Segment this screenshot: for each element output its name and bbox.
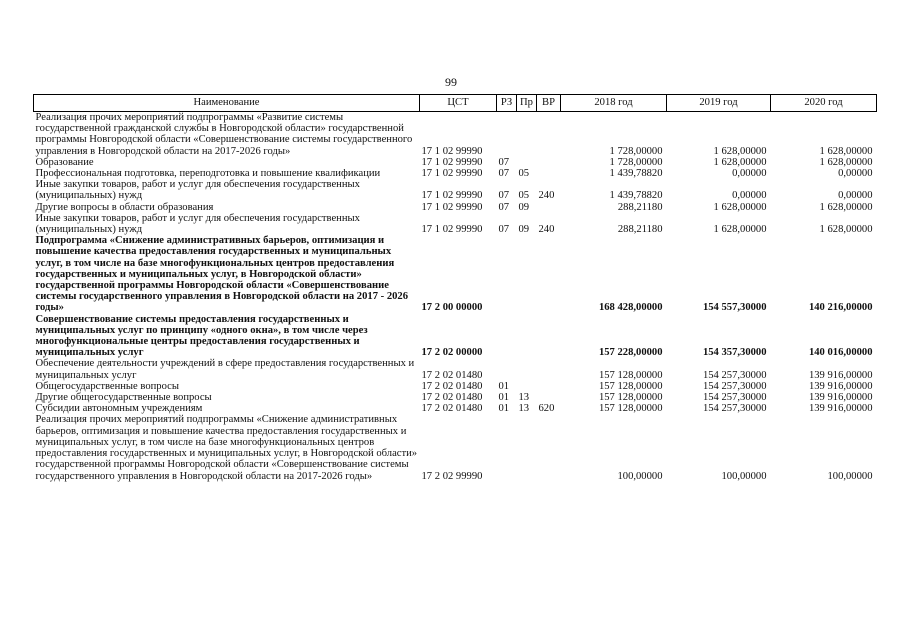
- rz-cell: 07: [498, 190, 510, 202]
- table-row: [34, 392, 877, 403]
- name-cell: Совершенствование системы предоставления государственных и муниципальных услуг по принципу «одного окна», в том числе через многофункциональные центры предоставления государственных и муниципальных услуг: [35, 313, 368, 359]
- value-2019-cell: 1 628,00000: [713, 201, 767, 213]
- cst-cell: 17 2 02 01480: [421, 369, 483, 381]
- value-2018-cell: 1 728,00000: [609, 156, 663, 168]
- name-cell: Другие общегосударственные вопросы: [35, 392, 212, 404]
- table-row: [34, 157, 877, 168]
- table-row: [34, 168, 877, 179]
- header-cst: ЦСТ: [420, 95, 497, 112]
- value-2020-cell: 139 916,00000: [808, 369, 873, 381]
- pr-cell: [517, 235, 537, 313]
- name-cell: Иные закупки товаров, работ и услуг для обеспечения государственных (муниципальных) нужд: [35, 212, 360, 236]
- value-2020-cell: 100,00000: [827, 470, 873, 482]
- value-2018-cell: 157 128,00000: [598, 369, 663, 381]
- value-2018-cell: 168 428,00000: [598, 302, 663, 314]
- cst-cell: 17 2 02 00000: [421, 347, 483, 359]
- cst-cell: 17 1 02 99990: [421, 156, 483, 168]
- header-2018: 2018 год: [561, 95, 667, 112]
- vr-cell: [537, 157, 561, 168]
- table-row: [34, 112, 877, 157]
- name-cell: Общегосударственные вопросы: [35, 380, 179, 392]
- table-row: [34, 235, 877, 313]
- pr-cell: [517, 381, 537, 392]
- name-cell: Подпрограмма «Снижение административных барьеров, оптимизация и повышение качества предоставления государственных и муниципальных услуг, в том числе на базе многофункциональных центров предоставления государственных и муниципальных услуг, в Новгородской области» государственной программы Новгородской области «Совершенствование системы государственного управления в Новгородской области на 2017 - 2026 годы»: [35, 235, 409, 314]
- cst-cell: 17 1 02 99990: [421, 201, 483, 213]
- value-2019-cell: 154 257,30000: [702, 392, 767, 404]
- rz-cell: [497, 358, 517, 380]
- cst-cell: 17 2 02 01480: [421, 380, 483, 392]
- vr-cell: 620: [538, 403, 555, 415]
- value-2019-cell: 1 628,00000: [713, 145, 767, 157]
- value-2019-cell: 154 357,30000: [702, 347, 767, 359]
- vr-cell: [537, 202, 561, 213]
- name-cell: Реализация прочих мероприятий подпрограммы «Развитие системы государственной гражданской службы в Новгородской области» государственной программы Новгородской области «Совершенствование системы государственного управления в Новгородской области на 2017-2026 годы»: [35, 112, 413, 157]
- pr-cell: 09: [518, 201, 530, 213]
- vr-cell: [537, 112, 561, 157]
- value-2019-cell: 154 557,30000: [702, 302, 767, 314]
- vr-cell: 240: [538, 190, 555, 202]
- table-row: [34, 403, 877, 414]
- table-row: [34, 179, 877, 201]
- cst-cell: 17 2 02 01480: [421, 403, 483, 415]
- table-row: [34, 202, 877, 213]
- cst-cell: 17 1 02 99990: [421, 224, 483, 236]
- vr-cell: [537, 314, 561, 359]
- value-2020-cell: 1 628,00000: [819, 156, 873, 168]
- header-2020: 2020 год: [771, 95, 877, 112]
- value-2018-cell: 157 128,00000: [598, 380, 663, 392]
- cst-cell: 17 2 00 00000: [421, 302, 483, 314]
- value-2018-cell: 1 439,78820: [609, 168, 663, 180]
- vr-cell: [537, 235, 561, 313]
- table-row: [34, 314, 877, 359]
- rz-cell: 01: [498, 392, 510, 404]
- pr-cell: 09: [518, 224, 530, 236]
- value-2020-cell: 140 216,00000: [808, 302, 873, 314]
- rz-cell: 01: [498, 380, 510, 392]
- value-2020-cell: 1 628,00000: [819, 201, 873, 213]
- value-2020-cell: 139 916,00000: [808, 403, 873, 415]
- pr-cell: 13: [518, 392, 530, 404]
- header-name: Наименование: [34, 95, 420, 112]
- value-2020-cell: 0,00000: [838, 190, 873, 202]
- rz-cell: [497, 235, 517, 313]
- name-cell: Обеспечение деятельности учреждений в сфере предоставления государственных и муниципальных услуг: [35, 358, 415, 381]
- name-cell: Образование: [35, 156, 94, 168]
- pr-cell: [517, 314, 537, 359]
- value-2018-cell: 157 228,00000: [598, 347, 663, 359]
- name-cell: Профессиональная подготовка, переподготовка и повышение квалификации: [35, 168, 381, 180]
- header-rz: РЗ: [497, 95, 517, 112]
- vr-cell: [537, 358, 561, 380]
- rz-cell: [497, 414, 517, 481]
- value-2019-cell: 1 628,00000: [713, 156, 767, 168]
- value-2019-cell: 1 628,00000: [713, 224, 767, 236]
- rz-cell: 07: [498, 156, 510, 168]
- value-2019-cell: 100,00000: [721, 470, 767, 482]
- value-2018-cell: 100,00000: [617, 470, 663, 482]
- header-row: [34, 95, 877, 112]
- rz-cell: [497, 112, 517, 157]
- header-2019: 2019 год: [667, 95, 771, 112]
- value-2018-cell: 157 128,00000: [598, 403, 663, 415]
- page-number: 99: [445, 75, 457, 89]
- cst-cell: 17 2 02 99990: [421, 470, 483, 482]
- pr-cell: [517, 414, 537, 481]
- pr-cell: 05: [518, 168, 530, 180]
- vr-cell: 240: [538, 224, 555, 236]
- value-2019-cell: 154 257,30000: [702, 369, 767, 381]
- value-2018-cell: 288,21180: [617, 224, 663, 236]
- pr-cell: [517, 358, 537, 380]
- budget-table: [33, 94, 877, 482]
- value-2020-cell: 1 628,00000: [819, 224, 873, 236]
- value-2018-cell: 1 439,78820: [609, 190, 663, 202]
- rz-cell: 01: [498, 403, 510, 415]
- value-2019-cell: 0,00000: [732, 190, 767, 202]
- value-2020-cell: 139 916,00000: [808, 380, 873, 392]
- table-row: [34, 381, 877, 392]
- rz-cell: 07: [498, 201, 510, 213]
- value-2019-cell: 154 257,30000: [702, 403, 767, 415]
- pr-cell: [517, 112, 537, 157]
- name-cell: Субсидии автономным учреждениям: [35, 403, 203, 415]
- cst-cell: 17 1 02 99990: [421, 145, 483, 157]
- table-row: [34, 414, 877, 481]
- value-2020-cell: 1 628,00000: [819, 145, 873, 157]
- vr-cell: [537, 381, 561, 392]
- cst-cell: 17 1 02 99990: [421, 190, 483, 202]
- vr-cell: [537, 168, 561, 179]
- header-vr: ВР: [537, 95, 561, 112]
- pr-cell: 13: [518, 403, 530, 415]
- rz-cell: 07: [498, 168, 510, 180]
- cst-cell: 17 2 02 01480: [421, 392, 483, 404]
- vr-cell: [537, 414, 561, 481]
- value-2020-cell: 139 916,00000: [808, 392, 873, 404]
- name-cell: Другие вопросы в области образования: [35, 201, 214, 213]
- pr-cell: [517, 157, 537, 168]
- name-cell: Реализация прочих мероприятий подпрограммы «Снижение административных барьеров, оптимизация и повышение качества предоставления государственных и муниципальных услуг, в том числе на базе многофункциональных центров предоставления государственных и муниципальных услуг, в Новгородской области» государственной программы Новгородской области «Совершенствование системы государственного управления в Новгородской области на 2017-2026 годы»: [35, 414, 418, 482]
- vr-cell: [537, 392, 561, 403]
- value-2019-cell: 154 257,30000: [702, 380, 767, 392]
- cst-cell: 17 1 02 99990: [421, 168, 483, 180]
- value-2019-cell: 0,00000: [732, 168, 767, 180]
- value-2020-cell: 0,00000: [838, 168, 873, 180]
- table-row: [34, 358, 877, 380]
- value-2018-cell: 288,21180: [617, 201, 663, 213]
- rz-cell: 07: [498, 224, 510, 236]
- rz-cell: [497, 314, 517, 359]
- table-row: [34, 213, 877, 235]
- table-body: [34, 112, 877, 482]
- value-2018-cell: 157 128,00000: [598, 392, 663, 404]
- header-pr: Пр: [517, 95, 537, 112]
- pr-cell: 05: [518, 190, 530, 202]
- value-2018-cell: 1 728,00000: [609, 145, 663, 157]
- name-cell: Иные закупки товаров, работ и услуг для обеспечения государственных (муниципальных) нужд: [35, 179, 360, 202]
- value-2020-cell: 140 016,00000: [808, 347, 873, 359]
